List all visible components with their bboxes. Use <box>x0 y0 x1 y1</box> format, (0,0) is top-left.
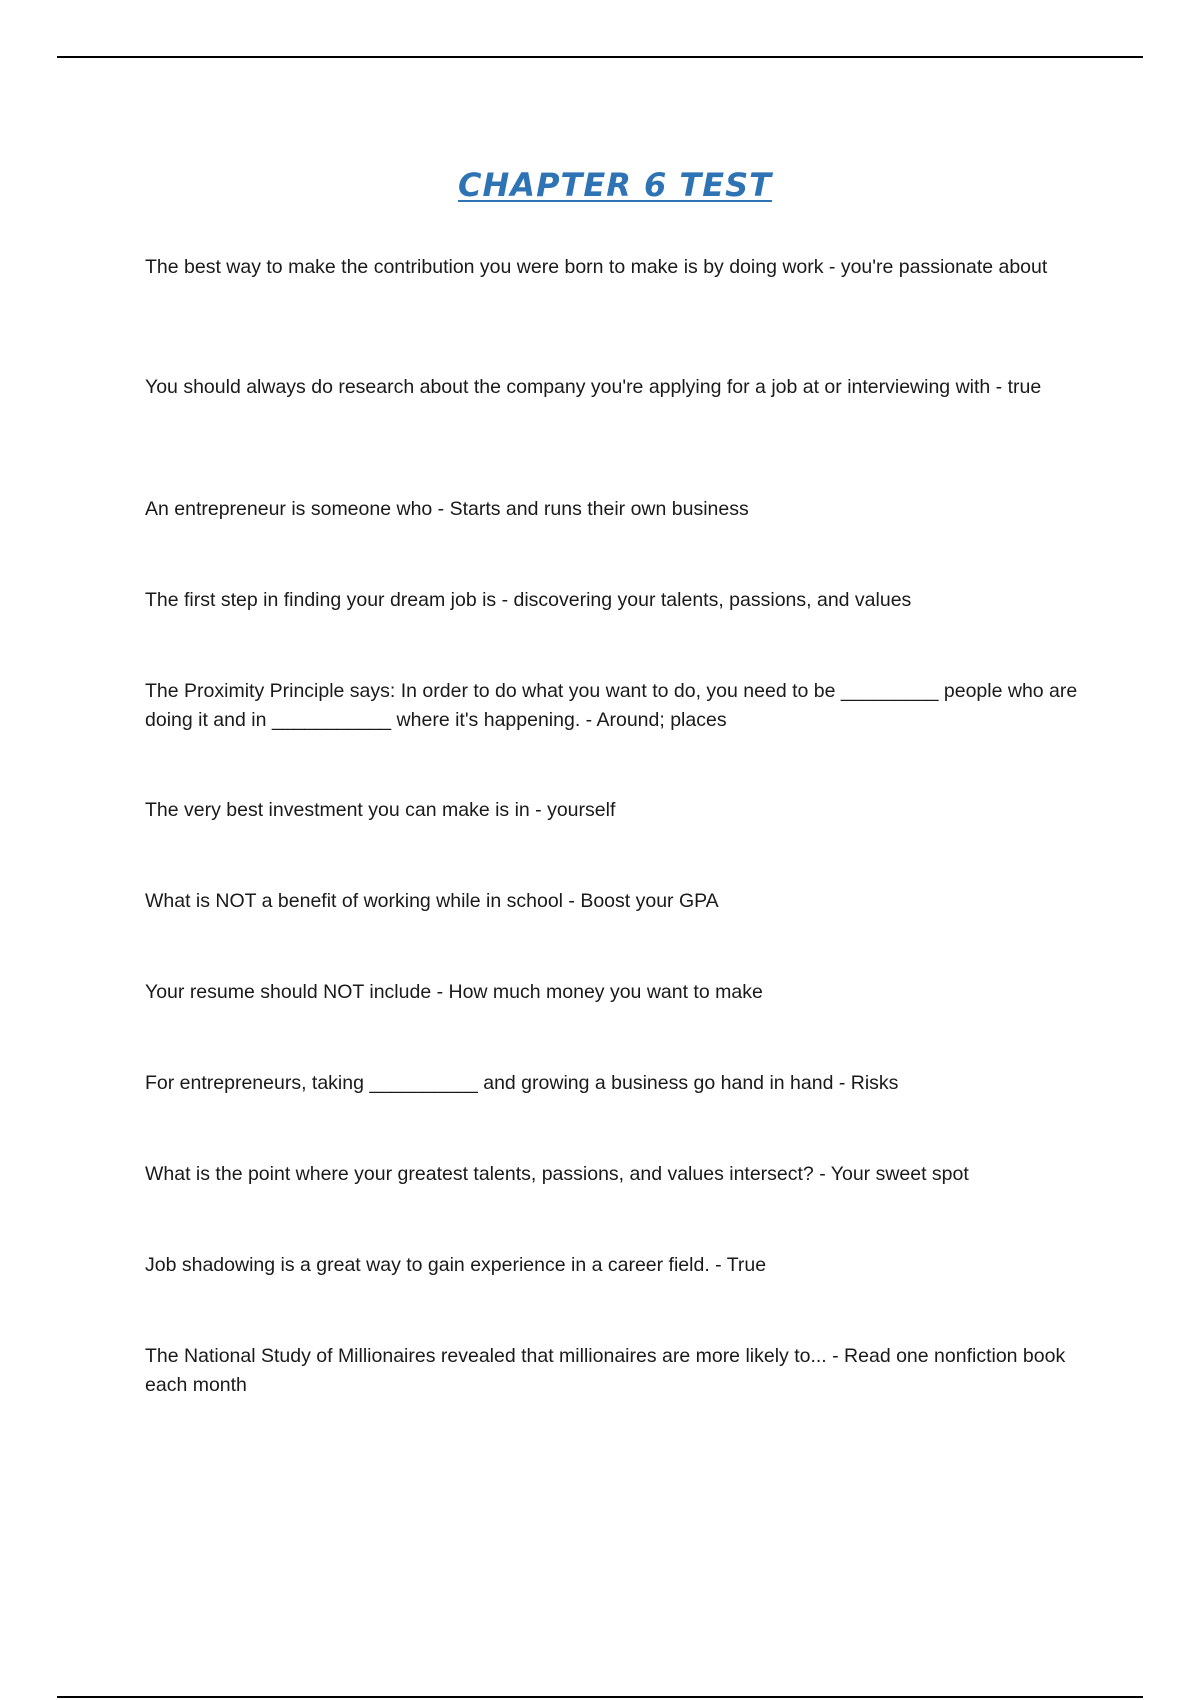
bottom-divider <box>57 1696 1143 1698</box>
question-answer-item: The best way to make the contribution you were born to make is by doing work - you're passionate about <box>145 256 1048 278</box>
question-answer-item: The very best investment you can make is in - yourself <box>145 799 616 821</box>
question-answer-item: You should always do research about the company you're applying for a job at or interviewing with - true <box>145 376 1042 398</box>
question-answer-item: The first step in finding your dream job is - discovering your talents, passions, and values <box>145 589 912 611</box>
question-answer-item: Your resume should NOT include - How much money you want to make <box>145 981 763 1003</box>
question-answer-item: Job shadowing is a great way to gain experience in a career field. - True <box>145 1254 767 1276</box>
question-answer-item: The National Study of Millionaires revealed that millionaires are more likely to... - Read one nonfiction book each month <box>145 1345 1066 1396</box>
question-answer-item: An entrepreneur is someone who - Starts and runs their own business <box>145 498 749 520</box>
question-answer-item: What is NOT a benefit of working while in school - Boost your GPA <box>145 890 719 912</box>
question-answer-item: The Proximity Principle says: In order to do what you want to do, you need to be _________ people who are doing it and in ___________ where it's happening. - Around; places <box>145 680 1078 731</box>
page-title: CHAPTER 6 TEST <box>458 166 772 204</box>
question-answer-item: For entrepreneurs, taking __________ and growing a business go hand in hand - Risks <box>145 1072 899 1094</box>
top-divider <box>57 56 1143 58</box>
question-answer-item: What is the point where your greatest talents, passions, and values intersect? - Your sweet spot <box>145 1163 969 1185</box>
